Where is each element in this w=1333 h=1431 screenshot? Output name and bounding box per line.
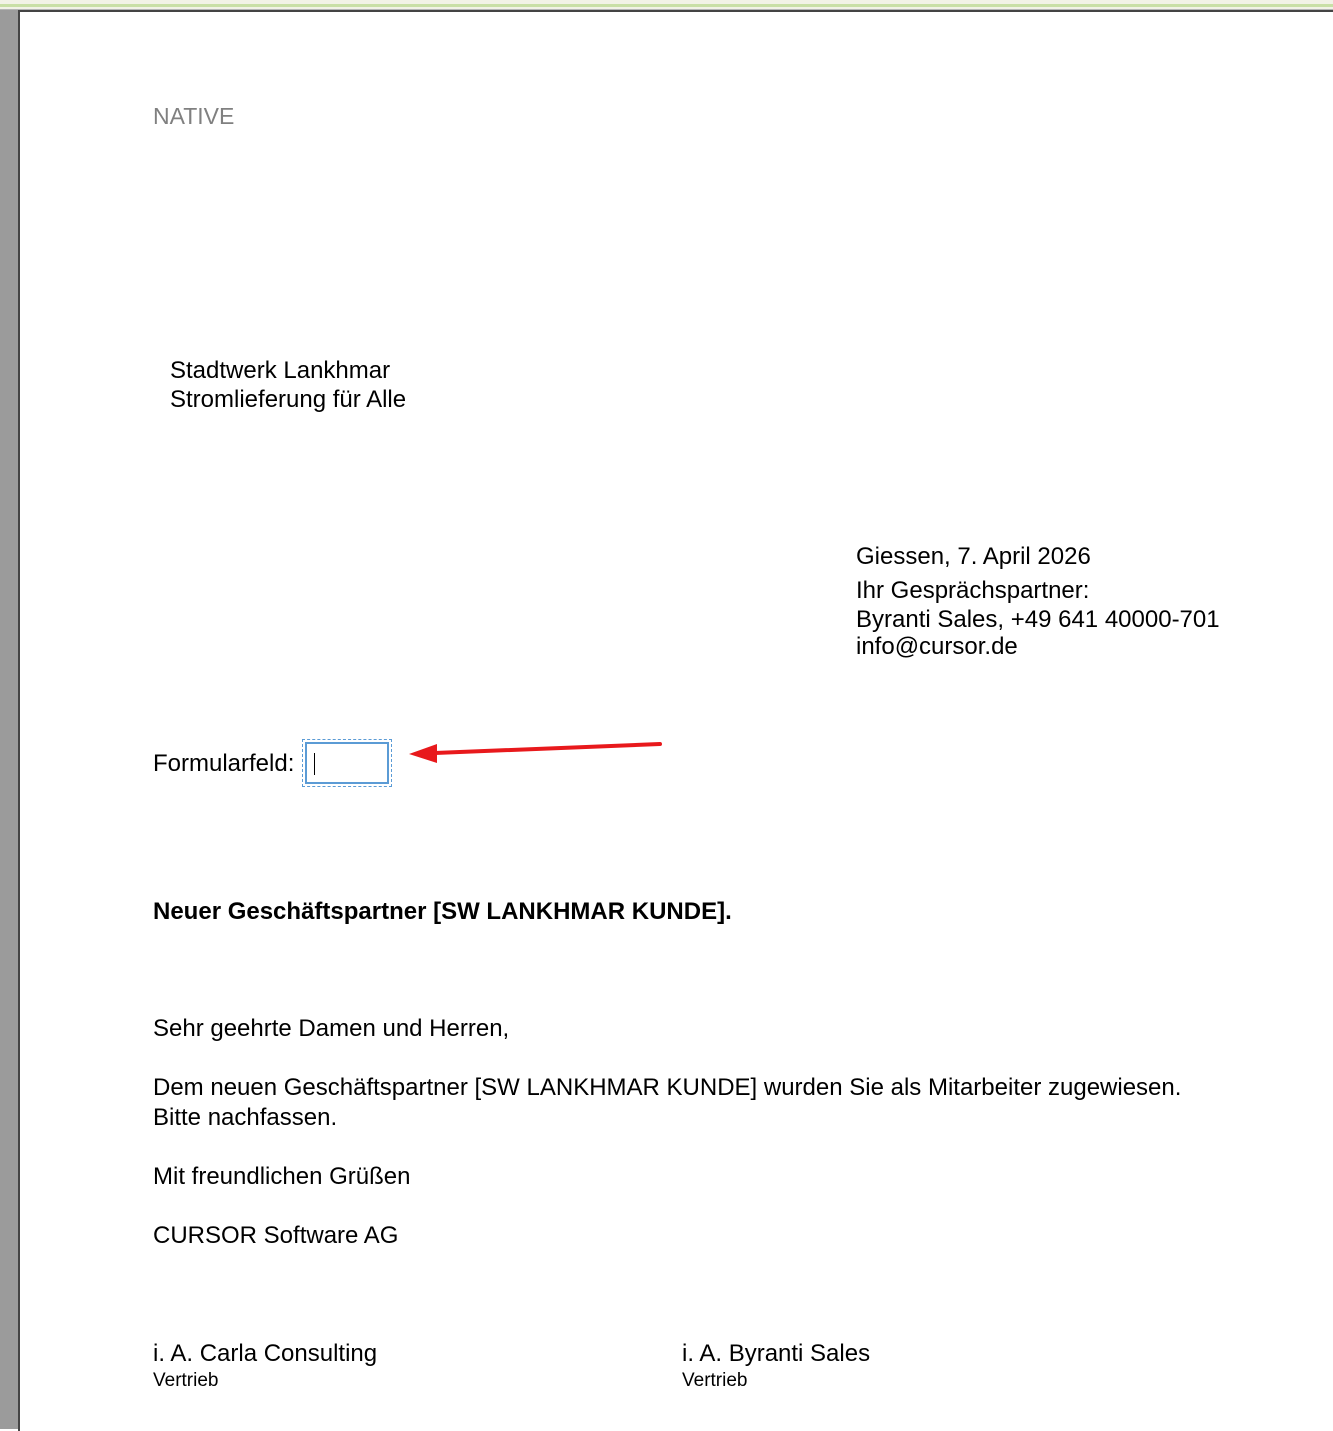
- contact-label: Ihr Gesprächspartner:: [856, 577, 1090, 604]
- red-arrow-icon: [405, 734, 665, 774]
- page-left-margin: [0, 10, 18, 1429]
- document-page: [18, 10, 1333, 1431]
- header-tag: NATIVE: [153, 103, 235, 129]
- signature-2-name: i. A. Byranti Sales: [682, 1340, 871, 1367]
- signature-2-role: Vertrieb: [682, 1370, 748, 1391]
- closing: Mit freundlichen Grüßen: [153, 1163, 411, 1190]
- body-line-2: Bitte nachfassen.: [153, 1104, 338, 1131]
- top-accent-line: [0, 4, 1333, 7]
- company-name: CURSOR Software AG: [153, 1222, 399, 1249]
- salutation: Sehr geehrte Damen und Herren,: [153, 1015, 510, 1042]
- signature-1-role: Vertrieb: [153, 1370, 219, 1391]
- form-field-input[interactable]: [305, 742, 389, 784]
- contact-email: info@cursor.de: [856, 633, 1018, 660]
- letter-date: Giessen, 7. April 2026: [856, 543, 1091, 570]
- text-caret: [314, 753, 315, 775]
- body-line-1: Dem neuen Geschäftspartner [SW LANKHMAR KUNDE] wurden Sie als Mitarbeiter zugewiesen.: [153, 1074, 1182, 1101]
- contact-name-phone: Byranti Sales, +49 641 40000-701: [856, 606, 1220, 633]
- letter-subject: Neuer Geschäftspartner [SW LANKHMAR KUNDE].: [153, 898, 732, 925]
- form-field-label: Formularfeld:: [153, 750, 295, 777]
- recipient-line-2: Stromlieferung für Alle: [170, 386, 407, 413]
- recipient-line-1: Stadtwerk Lankhmar: [170, 357, 391, 384]
- signature-1-name: i. A. Carla Consulting: [153, 1340, 378, 1367]
- window-top-strip: [0, 0, 1333, 10]
